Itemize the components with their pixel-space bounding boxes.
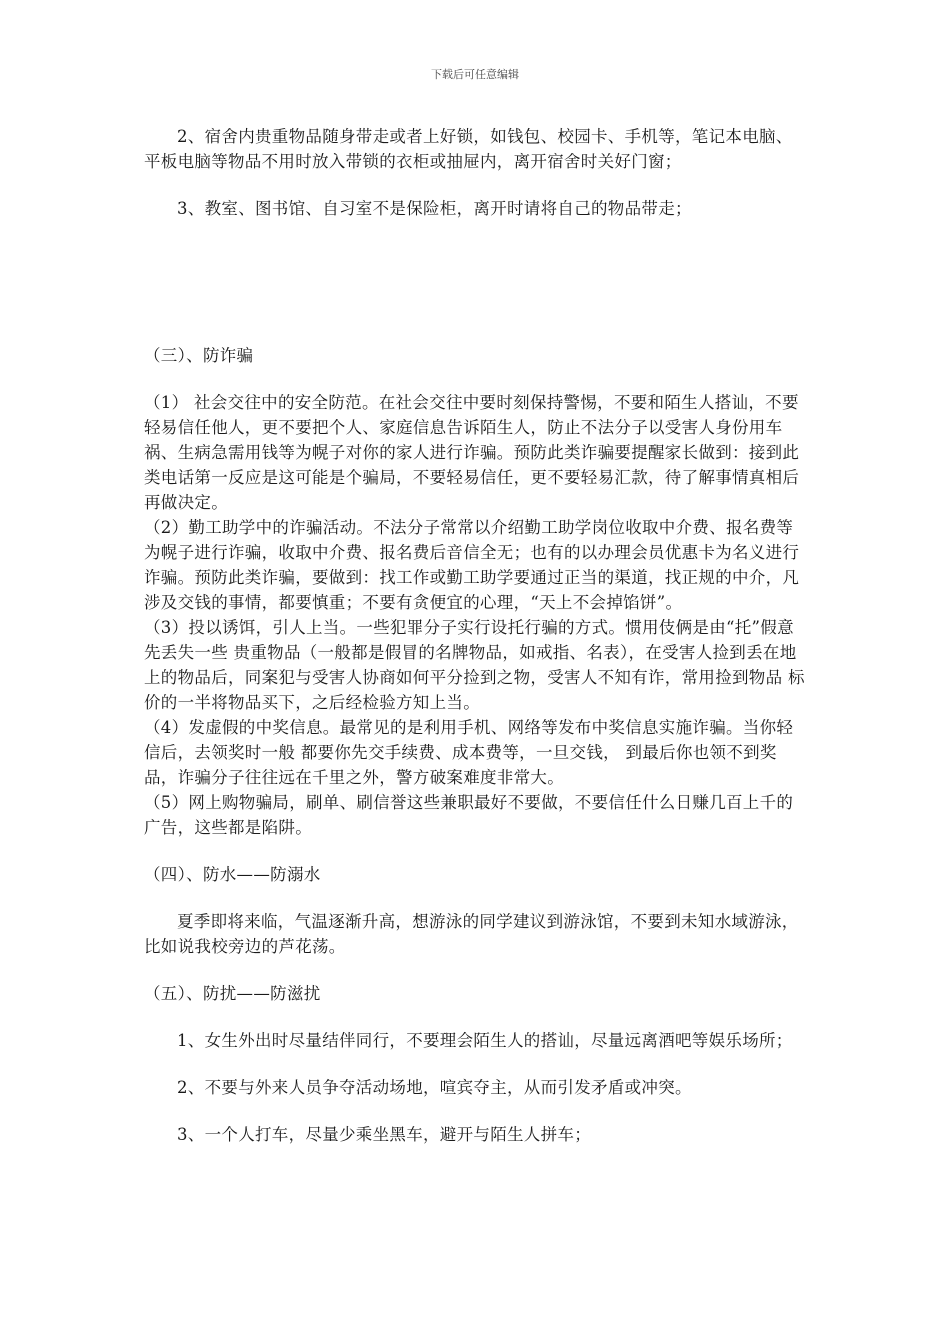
paragraph-go-out-together: 1、女生外出时尽量结伴同行，不要理会陌生人的搭讪，尽量远离酒吧等娱乐场所； — [177, 1031, 793, 1050]
paragraph-swimming: 夏季即将来临，气温逐渐升高，想游泳的同学建议到游泳馆，不要到未知水域游泳，比如说我校旁边的芦花荡。 — [144, 912, 799, 956]
section-heading-drowning: （四）、防水——防溺水 — [144, 865, 321, 884]
section-heading-harassment: （五）、防扰——防滋扰 — [144, 984, 321, 1003]
paragraph-bait-fraud: （3）投以诱饵，引人上当。一些犯罪分子实行设托行骗的方式。惯用伎俩是由“托”假意先丢失一些 贵重物品（一般都是假冒的名牌物品，如戒指、名表），在受害人捡到丢在地上的物品后，同案犯与受害人协商如何平分捡到之物，受害人不知有诈，常用捡到物品 标价的一半将物品买下，之后经检验方知上当。 — [144, 618, 805, 712]
paragraph-social-fraud: （1） 社会交往中的安全防范。在社会交往中要时刻保持警惕，不要和陌生人搭讪，不要轻易信任他人，更不要把个人、家庭信息告诉陌生人，防止不法分子以受害人身份用车祸、生病急需用钱等为幌子对你的家人进行诈骗。预防此类诈骗要提醒家长做到：接到此类电话第一反应是这可能是个骗局，不要轻易信任，更不要轻易汇款，待了解事情真相后再做决定。 — [144, 393, 800, 512]
paragraph-dorm-valuables: 2、宿舍内贵重物品随身带走或者上好锁，如钱包、校园卡、手机等，笔记本电脑、平板电脑等物品不用时放入带锁的衣柜或抽屉内，离开宿舍时关好门窗； — [144, 127, 793, 171]
paragraph-taxi-safety: 3、一个人打车，尽量少乘坐黑车，避开与陌生人拼车； — [177, 1125, 591, 1144]
paragraph-online-shopping-fraud: （5）网上购物骗局，刷单、刷信誉这些兼职最好不要做，不要信任什么日赚几百上千的广告，这些都是陷阱。 — [144, 793, 794, 837]
paragraph-avoid-conflict: 2、不要与外来人员争夺活动场地，喧宾夺主，从而引发矛盾或冲突。 — [177, 1078, 692, 1097]
document-body — [144, 124, 806, 1147]
paragraph-work-study-fraud: （2）勤工助学中的诈骗活动。不法分子常常以介绍勤工助学岗位收取中介费、报名费等为幌子进行诈骗，收取中介费、报名费后音信全无；也有的以办理会员优惠卡为名义进行诈骗。预防此类诈骗，要做到：找工作或勤工助学要通过正当的渠道，找正规的中介，凡涉及交钱的事情，都要慎重；不要有贪便宜的心理，“天上不会掉馅饼”。 — [144, 518, 800, 612]
section-heading-anti-fraud: （三）、防诈骗 — [144, 346, 254, 365]
paragraph-prize-fraud: （4）发虚假的中奖信息。最常见的是利用手机、网络等发布中奖信息实施诈骗。当你轻信后，去领奖时一般 都要你先交手续费、成本费等，一旦交钱， 到最后你也领不到奖品，诈骗分子往往远在千里之外，警方破案难度非常大。 — [144, 718, 794, 787]
page-header: 下载后可任意编辑 — [431, 68, 519, 81]
paragraph-classroom-belongings: 3、教室、图书馆、自习室不是保险柜，离开时请将自己的物品带走； — [177, 199, 692, 218]
